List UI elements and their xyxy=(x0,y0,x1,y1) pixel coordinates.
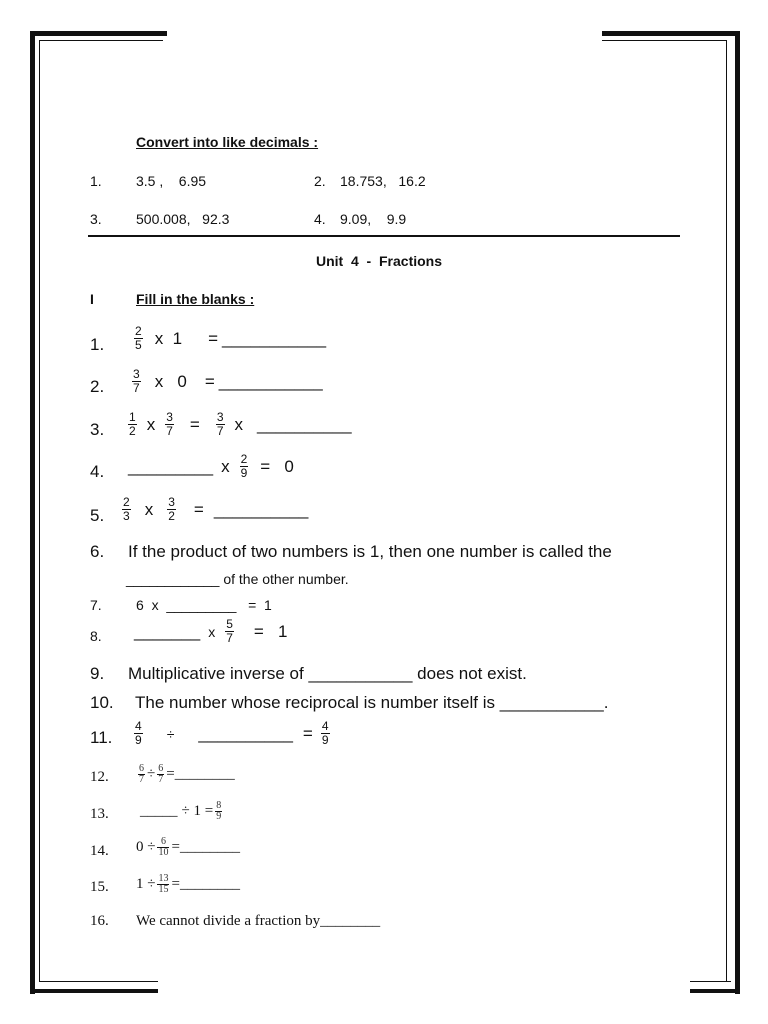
question-8-number: 8. xyxy=(90,628,102,644)
question-16-text: We cannot divide a fraction by________ xyxy=(136,913,381,929)
question-14-fraction: $\frac{6}{10}$ xyxy=(158,836,169,858)
decimal-item-3-number: 3. xyxy=(90,211,102,227)
question-11-fraction-2: $\frac{4}{9}$ xyxy=(321,719,329,747)
question-2-number: 2. xyxy=(90,377,105,396)
question-2-blank: ___________ xyxy=(218,371,323,391)
decimal-item-4-number: 4. xyxy=(314,211,326,227)
question-4-fraction: $\frac{2}{9}$ xyxy=(240,452,248,480)
question-14-number: 14. xyxy=(90,843,109,859)
question-6-number: 6. xyxy=(90,542,105,561)
question-13-fraction: $\frac{8}{9}$ xyxy=(216,800,222,822)
question-6-line-2: ____________ of the other number. xyxy=(126,571,349,587)
question-2: $\frac{3}{7}$ x 0 = ___________ xyxy=(133,367,323,395)
question-10-text: The number whose reciprocal is number itself is ___________. xyxy=(135,693,609,712)
border-bottom-left xyxy=(30,989,158,993)
question-1-fraction: $\frac{2}{5}$ xyxy=(135,324,142,352)
question-11-fraction-1: $\frac{4}{9}$ xyxy=(135,719,142,747)
question-1-number: 1. xyxy=(90,335,105,354)
border-bottom-right-inner xyxy=(690,981,731,982)
question-10-number: 10. xyxy=(90,693,114,712)
question-3-fraction-3: $\frac{3}{7}$ xyxy=(216,410,224,438)
question-9-number: 9. xyxy=(90,664,105,683)
question-11-blank: __________ xyxy=(198,723,293,743)
unit-title: Unit 4 - Fractions xyxy=(316,253,443,269)
question-3: $\frac{1}{2}$ x $\frac{3}{7}$ = $\frac{3}{7}$ x __________ xyxy=(129,410,352,438)
question-3-blank: __________ xyxy=(257,414,352,434)
question-5: $\frac{2}{3}$ x $\frac{3}{2}$ = __________ xyxy=(123,495,309,523)
question-16-number: 16. xyxy=(90,913,109,929)
question-5-blank: __________ xyxy=(213,499,309,519)
decimal-item-2-text: 18.753, 16.2 xyxy=(340,173,426,189)
decimal-item-4-text: 9.09, 9.9 xyxy=(340,211,407,227)
question-3-fraction-2: $\frac{3}{7}$ xyxy=(166,410,173,438)
question-12-number: 12. xyxy=(90,769,109,785)
decimal-item-2-number: 2. xyxy=(314,173,326,189)
decimal-item-3-text: 500.008, 92.3 xyxy=(136,211,230,227)
border-bottom-left-inner xyxy=(39,981,158,982)
question-8-blank: _______ xyxy=(134,621,201,641)
question-12-fraction-2: $\frac{6}{7}$ xyxy=(158,763,164,785)
question-2-fraction: $\frac{3}{7}$ xyxy=(133,367,140,395)
question-13-blank: _____ xyxy=(140,803,178,819)
question-13: _____ ÷ 1 = $\frac{8}{9}$ xyxy=(140,800,222,822)
question-5-fraction-1: $\frac{2}{3}$ xyxy=(123,495,130,523)
question-15-fraction: $\frac{13}{15}$ xyxy=(158,873,169,895)
question-14-blank: ________ xyxy=(179,839,240,855)
question-12-fraction-1: $\frac{6}{7}$ xyxy=(139,763,144,785)
question-4-blank: _________ xyxy=(128,456,214,476)
question-12-blank: ________ xyxy=(174,766,235,782)
question-6-line-1: If the product of two numbers is 1, then one number is called the xyxy=(128,542,612,561)
border-top-right-inner xyxy=(602,40,727,981)
question-1: $\frac{2}{5}$ x 1 = ___________ xyxy=(135,324,327,352)
question-5-fraction-2: $\frac{3}{2}$ xyxy=(168,495,175,523)
like-decimals-heading: Convert into like decimals : xyxy=(136,134,319,150)
question-1-blank: ___________ xyxy=(222,328,327,348)
question-7-text: 6 x _________ = 1 xyxy=(136,597,272,613)
decimal-item-1-text: 3.5 , 6.95 xyxy=(136,173,207,189)
question-9-text: Multiplicative inverse of ___________ does not exist. xyxy=(128,664,527,683)
question-11: $\frac{4}{9}$ ÷ __________ = $\frac{4}{9}$ xyxy=(135,719,329,747)
fill-blanks-heading: Fill in the blanks : xyxy=(136,291,255,307)
question-13-number: 13. xyxy=(90,806,109,822)
question-8-fraction: $\frac{5}{7}$ xyxy=(226,617,233,645)
decimal-item-1-number: 1. xyxy=(90,173,102,189)
question-15-blank: ________ xyxy=(179,876,240,892)
question-6-blank: ____________ xyxy=(126,571,220,587)
question-5-number: 5. xyxy=(90,506,105,525)
question-8: _______ x $\frac{5}{7}$ = 1 xyxy=(134,617,288,645)
question-7-number: 7. xyxy=(90,597,102,613)
section-divider xyxy=(88,235,680,237)
question-12: $\frac{6}{7}$ ÷ $\frac{6}{7}$ = ________ xyxy=(139,763,235,785)
question-15-number: 15. xyxy=(90,879,109,895)
question-11-number: 11. xyxy=(90,728,113,747)
section-roman-numeral: I xyxy=(90,291,94,307)
question-14: 0 ÷ $\frac{6}{10}$ = ________ xyxy=(136,836,240,858)
question-3-fraction-1: $\frac{1}{2}$ xyxy=(129,410,136,438)
question-3-number: 3. xyxy=(90,420,105,439)
border-bottom-right xyxy=(690,989,740,993)
question-15: 1 ÷ $\frac{13}{15}$ = ________ xyxy=(136,873,240,895)
question-4: _________ x $\frac{2}{9}$ = 0 xyxy=(128,452,294,480)
question-4-number: 4. xyxy=(90,462,105,481)
